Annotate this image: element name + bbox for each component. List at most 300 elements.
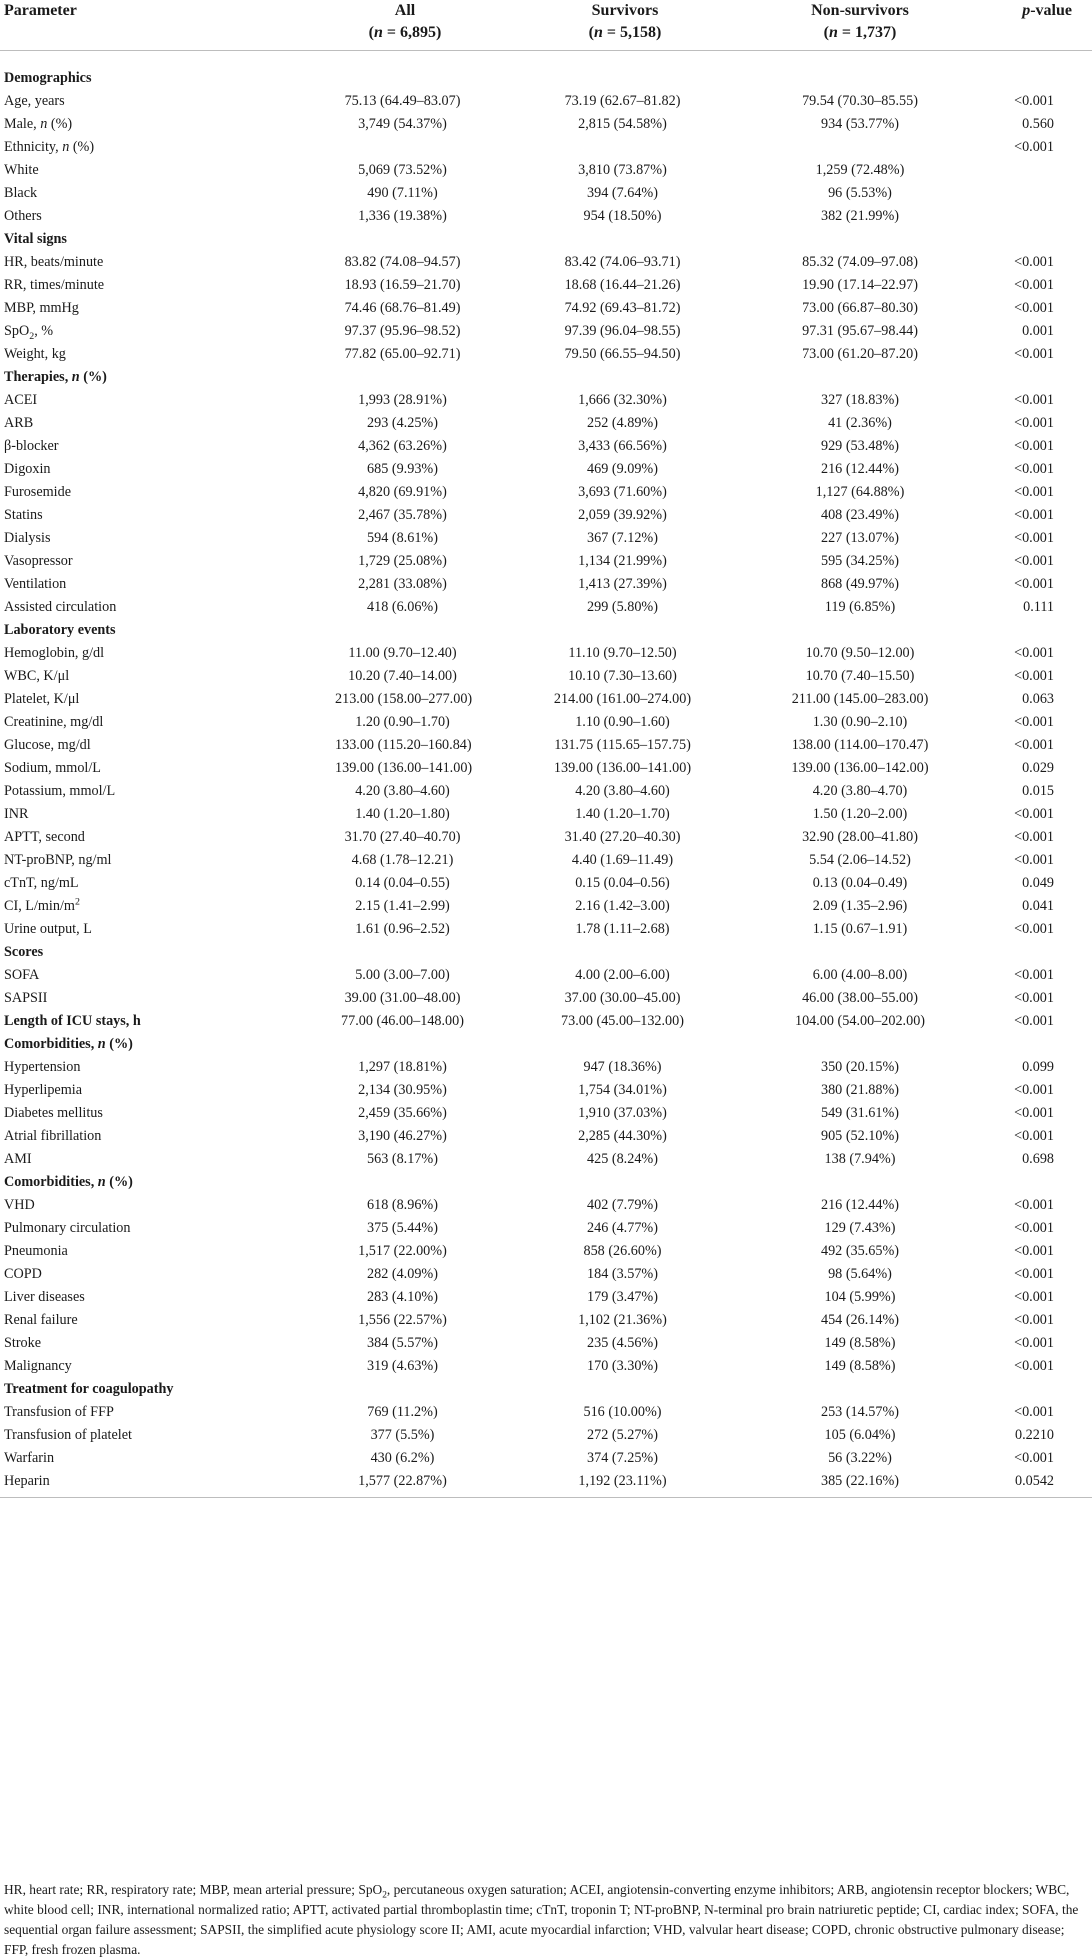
row-pvalue: <0.001 bbox=[1014, 921, 1054, 937]
row-nonsurvivors-value: 5.54 (2.06–14.52) bbox=[809, 852, 911, 868]
row-pvalue: <0.001 bbox=[1014, 1312, 1054, 1328]
table-row bbox=[0, 458, 1092, 481]
table-body bbox=[0, 51, 1092, 1498]
row-all-value: 563 (8.17%) bbox=[367, 1151, 438, 1167]
row-survivors-value: 2,815 (54.58%) bbox=[578, 116, 667, 132]
row-parameter: Potassium, mmol/L bbox=[4, 783, 116, 799]
row-pvalue bbox=[950, 51, 1092, 91]
table-row bbox=[0, 159, 1092, 182]
row-pvalue: <0.001 bbox=[1014, 967, 1054, 983]
table-row bbox=[0, 1401, 1092, 1424]
row-parameter: Treatment for coagulopathy bbox=[4, 1381, 174, 1397]
row-nonsurvivors-value: 934 (53.77%) bbox=[820, 116, 900, 132]
row-all-value bbox=[295, 228, 470, 251]
row-survivors-value: 131.75 (115.65–157.75) bbox=[554, 737, 691, 753]
row-pvalue: <0.001 bbox=[1014, 139, 1054, 155]
row-pvalue: <0.001 bbox=[1014, 1128, 1054, 1144]
row-pvalue: <0.001 bbox=[1014, 668, 1054, 684]
row-parameter: VHD bbox=[4, 1197, 35, 1213]
row-survivors-value: 4.20 (3.80–4.60) bbox=[575, 783, 670, 799]
header-survivors-label: Survivors bbox=[591, 2, 659, 19]
row-nonsurvivors-value: 929 (53.48%) bbox=[820, 438, 900, 454]
table-row bbox=[0, 780, 1092, 803]
table-row bbox=[0, 803, 1092, 826]
row-all-value: 77.00 (46.00–148.00) bbox=[341, 1013, 464, 1029]
row-all-value: 1,297 (18.81%) bbox=[358, 1059, 447, 1075]
row-parameter: Black bbox=[4, 185, 38, 201]
header-all-n: (n = 6,895) bbox=[368, 24, 442, 41]
row-nonsurvivors-value: 138.00 (114.00–170.47) bbox=[791, 737, 929, 753]
row-survivors-value: 299 (5.80%) bbox=[587, 599, 658, 615]
row-nonsurvivors-value: 79.54 (70.30–85.55) bbox=[802, 93, 918, 109]
row-parameter: SOFA bbox=[4, 967, 40, 983]
row-nonsurvivors-value: 211.00 (145.00–283.00) bbox=[791, 691, 929, 707]
row-parameter: Diabetes mellitus bbox=[4, 1105, 103, 1121]
row-all-value: 97.37 (95.96–98.52) bbox=[344, 323, 461, 339]
header-nonsurvivors-label: Non-survivors bbox=[811, 2, 909, 19]
row-parameter: Urine output, L bbox=[4, 921, 92, 937]
table-row bbox=[0, 734, 1092, 757]
section-row bbox=[0, 1378, 1092, 1401]
table-row bbox=[0, 1125, 1092, 1148]
row-nonsurvivors-value: 104 (5.99%) bbox=[824, 1289, 896, 1305]
table-header bbox=[0, 0, 1092, 51]
row-pvalue: 0.001 bbox=[1022, 323, 1054, 339]
row-nonsurvivors-value: 492 (35.65%) bbox=[820, 1243, 900, 1259]
row-pvalue: <0.001 bbox=[1014, 461, 1054, 477]
row-nonsurvivors-value: 129 (7.43%) bbox=[824, 1220, 896, 1236]
table-row bbox=[0, 964, 1092, 987]
row-parameter: MBP, mmHg bbox=[4, 300, 79, 316]
row-all-value: 384 (5.57%) bbox=[367, 1335, 438, 1351]
row-survivors-value: 858 (26.60%) bbox=[583, 1243, 662, 1259]
row-parameter: ARB bbox=[4, 415, 34, 431]
row-parameter: INR bbox=[4, 806, 29, 822]
row-parameter: β-blocker bbox=[4, 438, 59, 454]
row-pvalue: 0.560 bbox=[1022, 116, 1054, 132]
row-parameter: Pneumonia bbox=[4, 1243, 68, 1259]
row-nonsurvivors-value bbox=[710, 1171, 950, 1194]
row-nonsurvivors-value: 385 (22.16%) bbox=[710, 1470, 950, 1498]
row-nonsurvivors-value bbox=[710, 941, 950, 964]
row-parameter: Hemoglobin, g/dl bbox=[4, 645, 105, 661]
row-all-value: 18.93 (16.59–21.70) bbox=[344, 277, 461, 293]
row-survivors-value: 516 (10.00%) bbox=[583, 1404, 662, 1420]
row-survivors-value: 139.00 (136.00–141.00) bbox=[553, 760, 692, 776]
row-survivors-value: 3,433 (66.56%) bbox=[578, 438, 667, 454]
row-parameter: Scores bbox=[4, 944, 44, 960]
row-parameter: Others bbox=[4, 208, 42, 224]
row-survivors-value: 469 (9.09%) bbox=[587, 461, 658, 477]
row-pvalue: <0.001 bbox=[1014, 1197, 1054, 1213]
row-survivors-value: 3,810 (73.87%) bbox=[578, 162, 667, 178]
row-all-value bbox=[295, 1171, 470, 1194]
row-all-value: 10.20 (7.40–14.00) bbox=[348, 668, 457, 684]
row-nonsurvivors-value: 41 (2.36%) bbox=[828, 415, 892, 431]
table-row bbox=[0, 343, 1092, 366]
row-nonsurvivors-value bbox=[710, 366, 950, 389]
row-parameter: Warfarin bbox=[4, 1450, 55, 1466]
row-parameter: Vasopressor bbox=[4, 553, 73, 569]
row-survivors-value: 73.00 (45.00–132.00) bbox=[561, 1013, 684, 1029]
row-all-value: 490 (7.11%) bbox=[367, 185, 438, 201]
row-nonsurvivors-value bbox=[710, 1033, 950, 1056]
row-all-value: 2.15 (1.41–2.99) bbox=[355, 898, 450, 914]
header-survivors bbox=[470, 0, 710, 51]
row-survivors-value bbox=[470, 136, 710, 159]
row-all-value: 1,517 (22.00%) bbox=[358, 1243, 447, 1259]
row-pvalue: <0.001 bbox=[1014, 438, 1054, 454]
row-all-value: 4,362 (63.26%) bbox=[358, 438, 447, 454]
section-row bbox=[0, 941, 1092, 964]
row-all-value: 2,134 (30.95%) bbox=[358, 1082, 447, 1098]
row-survivors-value: 18.68 (16.44–21.26) bbox=[564, 277, 681, 293]
row-pvalue: 0.029 bbox=[1022, 760, 1054, 776]
row-nonsurvivors-value: 149 (8.58%) bbox=[824, 1335, 896, 1351]
table-row bbox=[0, 389, 1092, 412]
table-row bbox=[0, 136, 1092, 159]
row-parameter: Malignancy bbox=[4, 1358, 72, 1374]
row-pvalue bbox=[950, 205, 1092, 228]
row-survivors-value: 2,285 (44.30%) bbox=[578, 1128, 667, 1144]
row-nonsurvivors-value: 139.00 (136.00–142.00) bbox=[791, 760, 929, 776]
row-pvalue bbox=[950, 1378, 1092, 1401]
row-parameter: Atrial fibrillation bbox=[4, 1128, 102, 1144]
table-row bbox=[0, 1263, 1092, 1286]
row-all-value: 4.20 (3.80–4.60) bbox=[355, 783, 450, 799]
row-parameter: Demographics bbox=[4, 70, 92, 86]
row-survivors-value: 1,754 (34.01%) bbox=[578, 1082, 667, 1098]
row-all-value: 1,729 (25.08%) bbox=[358, 553, 447, 569]
section-row bbox=[0, 51, 1092, 91]
row-pvalue: <0.001 bbox=[1014, 300, 1054, 316]
row-pvalue: <0.001 bbox=[1014, 1105, 1054, 1121]
row-parameter: APTT, second bbox=[4, 829, 85, 845]
row-all-value: 5.00 (3.00–7.00) bbox=[355, 967, 450, 983]
row-survivors-value: 31.40 (27.20–40.30) bbox=[564, 829, 681, 845]
row-survivors-value: 214.00 (161.00–274.00) bbox=[553, 691, 692, 707]
row-nonsurvivors-value bbox=[710, 619, 950, 642]
row-all-value: 769 (11.2%) bbox=[367, 1404, 438, 1420]
table-row bbox=[0, 1079, 1092, 1102]
row-all-value bbox=[295, 136, 470, 159]
table-row bbox=[0, 1286, 1092, 1309]
table-row bbox=[0, 872, 1092, 895]
row-pvalue: <0.001 bbox=[1014, 806, 1054, 822]
row-nonsurvivors-value: 327 (18.83%) bbox=[820, 392, 900, 408]
row-parameter: Stroke bbox=[4, 1335, 42, 1351]
row-survivors-value: 1.78 (1.11–2.68) bbox=[575, 921, 670, 937]
row-all-value: 319 (4.63%) bbox=[367, 1358, 438, 1374]
row-pvalue: <0.001 bbox=[1014, 576, 1054, 592]
row-all-value: 39.00 (31.00–48.00) bbox=[344, 990, 461, 1006]
row-nonsurvivors-value: 1.30 (0.90–2.10) bbox=[812, 714, 908, 730]
row-nonsurvivors-value: 73.00 (66.87–80.30) bbox=[802, 300, 918, 316]
row-nonsurvivors-value: 454 (26.14%) bbox=[820, 1312, 900, 1328]
row-survivors-value: 1.40 (1.20–1.70) bbox=[575, 806, 670, 822]
row-parameter: NT-proBNP, ng/ml bbox=[4, 852, 112, 868]
table-row bbox=[0, 1470, 1092, 1498]
row-survivors-value: 1.10 (0.90–1.60) bbox=[575, 714, 670, 730]
table-row bbox=[0, 1355, 1092, 1378]
row-nonsurvivors-value bbox=[710, 228, 950, 251]
row-nonsurvivors-value: 105 (6.04%) bbox=[824, 1427, 896, 1443]
row-all-value: 139.00 (136.00–141.00) bbox=[335, 760, 473, 776]
row-nonsurvivors-value: 10.70 (9.50–12.00) bbox=[805, 645, 915, 661]
row-survivors-value bbox=[470, 228, 710, 251]
header-pvalue: p-value bbox=[950, 0, 1092, 51]
row-parameter: cTnT, ng/mL bbox=[4, 875, 79, 891]
row-all-value: 3,190 (46.27%) bbox=[358, 1128, 447, 1144]
table-row bbox=[0, 849, 1092, 872]
row-all-value: 213.00 (158.00–277.00) bbox=[335, 691, 473, 707]
row-survivors-value: 1,102 (21.36%) bbox=[578, 1312, 667, 1328]
row-survivors-value: 79.50 (66.55–94.50) bbox=[564, 346, 681, 362]
row-pvalue bbox=[950, 182, 1092, 205]
row-parameter: Heparin bbox=[0, 1470, 295, 1498]
row-all-value: 3,749 (54.37%) bbox=[358, 116, 447, 132]
table-row bbox=[0, 320, 1092, 343]
row-all-value: 293 (4.25%) bbox=[367, 415, 438, 431]
row-pvalue: <0.001 bbox=[1014, 1243, 1054, 1259]
row-survivors-value: 947 (18.36%) bbox=[583, 1059, 662, 1075]
row-survivors-value: 1,134 (21.99%) bbox=[578, 553, 667, 569]
row-parameter: HR, beats/minute bbox=[4, 254, 104, 270]
row-parameter: Ethnicity, n (%) bbox=[4, 139, 95, 155]
row-all-value: 685 (9.93%) bbox=[367, 461, 438, 477]
header-nonsurvivors-n: (n = 1,737) bbox=[823, 24, 897, 41]
row-all-value: 74.46 (68.76–81.49) bbox=[344, 300, 461, 316]
row-pvalue: 0.063 bbox=[1022, 691, 1054, 707]
table-row bbox=[0, 711, 1092, 734]
table-row bbox=[0, 435, 1092, 458]
row-pvalue: <0.001 bbox=[1014, 829, 1054, 845]
row-pvalue: <0.001 bbox=[1014, 1013, 1054, 1029]
row-all-value: 11.00 (9.70–12.40) bbox=[348, 645, 457, 661]
row-parameter: WBC, K/μl bbox=[4, 668, 70, 684]
table-row bbox=[0, 205, 1092, 228]
row-pvalue bbox=[950, 1171, 1092, 1194]
row-pvalue: 0.049 bbox=[1022, 875, 1054, 891]
row-all-value: 5,069 (73.52%) bbox=[358, 162, 447, 178]
row-nonsurvivors-value: 149 (8.58%) bbox=[824, 1358, 896, 1374]
table-row bbox=[0, 182, 1092, 205]
table-row bbox=[0, 297, 1092, 320]
row-nonsurvivors-value: 382 (21.99%) bbox=[820, 208, 900, 224]
row-nonsurvivors-value: 96 (5.53%) bbox=[828, 185, 892, 201]
row-all-value: 430 (6.2%) bbox=[370, 1450, 435, 1466]
row-survivors-value: 235 (4.56%) bbox=[587, 1335, 658, 1351]
row-all-value: 75.13 (64.49–83.07) bbox=[344, 93, 461, 109]
row-parameter: RR, times/minute bbox=[4, 277, 105, 293]
row-nonsurvivors-value bbox=[710, 136, 950, 159]
row-survivors-value: 1,413 (27.39%) bbox=[578, 576, 667, 592]
row-survivors-value: 83.42 (74.06–93.71) bbox=[564, 254, 681, 270]
row-survivors-value: 11.10 (9.70–12.50) bbox=[568, 645, 677, 661]
row-all-value: 2,467 (35.78%) bbox=[358, 507, 447, 523]
row-all-value bbox=[295, 366, 470, 389]
row-nonsurvivors-value bbox=[710, 51, 950, 91]
row-survivors-value: 184 (3.57%) bbox=[587, 1266, 658, 1282]
row-pvalue: 0.2210 bbox=[1014, 1427, 1054, 1443]
table-row bbox=[0, 1102, 1092, 1125]
row-parameter: Hyperlipemia bbox=[4, 1082, 83, 1098]
row-survivors-value bbox=[470, 366, 710, 389]
row-all-value: 1.61 (0.96–2.52) bbox=[355, 921, 450, 937]
row-pvalue: 0.698 bbox=[1022, 1151, 1054, 1167]
row-all-value bbox=[295, 941, 470, 964]
row-pvalue: 0.0542 bbox=[950, 1470, 1092, 1498]
header-nonsurvivors bbox=[710, 0, 950, 51]
row-parameter: Length of ICU stays, h bbox=[4, 1013, 141, 1029]
row-survivors-value: 252 (4.89%) bbox=[587, 415, 658, 431]
table-row bbox=[0, 1447, 1092, 1470]
row-pvalue: <0.001 bbox=[1014, 415, 1054, 431]
row-survivors-value: 1,666 (32.30%) bbox=[578, 392, 667, 408]
row-parameter: Transfusion of platelet bbox=[4, 1427, 132, 1443]
row-parameter: Hypertension bbox=[4, 1059, 81, 1075]
row-all-value: 418 (6.06%) bbox=[367, 599, 438, 615]
row-nonsurvivors-value: 32.90 (28.00–41.80) bbox=[802, 829, 918, 845]
row-survivors-value: 272 (5.27%) bbox=[587, 1427, 658, 1443]
row-pvalue: <0.001 bbox=[1014, 1335, 1054, 1351]
row-pvalue bbox=[950, 228, 1092, 251]
row-all-value: 1,556 (22.57%) bbox=[358, 1312, 447, 1328]
row-nonsurvivors-value: 350 (20.15%) bbox=[820, 1059, 900, 1075]
row-parameter: Assisted circulation bbox=[4, 599, 117, 615]
row-all-value: 2,281 (33.08%) bbox=[358, 576, 447, 592]
row-nonsurvivors-value: 380 (21.88%) bbox=[820, 1082, 900, 1098]
row-survivors-value bbox=[470, 1171, 710, 1194]
table-row bbox=[0, 1194, 1092, 1217]
table-row bbox=[0, 688, 1092, 711]
section-row bbox=[0, 619, 1092, 642]
row-all-value bbox=[295, 51, 470, 91]
header-all bbox=[295, 0, 470, 51]
row-all-value bbox=[295, 619, 470, 642]
row-parameter: Comorbidities, n (%) bbox=[4, 1036, 133, 1052]
row-parameter: White bbox=[4, 162, 39, 178]
table-row bbox=[0, 757, 1092, 780]
row-survivors-value bbox=[470, 51, 710, 91]
row-pvalue: <0.001 bbox=[1014, 392, 1054, 408]
row-parameter: Therapies, n (%) bbox=[4, 369, 107, 385]
row-all-value: 4.68 (1.78–12.21) bbox=[351, 852, 454, 868]
row-parameter: Sodium, mmol/L bbox=[4, 760, 101, 776]
row-pvalue: <0.001 bbox=[1014, 1450, 1054, 1466]
header-parameter: Parameter bbox=[0, 0, 295, 51]
header-all-label: All bbox=[394, 2, 416, 19]
row-nonsurvivors-value: 73.00 (61.20–87.20) bbox=[802, 346, 918, 362]
table-row bbox=[0, 1309, 1092, 1332]
row-nonsurvivors-value: 1,127 (64.88%) bbox=[815, 484, 905, 500]
row-survivors-value bbox=[470, 619, 710, 642]
row-parameter: Creatinine, mg/dl bbox=[4, 714, 104, 730]
table-row bbox=[0, 665, 1092, 688]
row-all-value: 375 (5.44%) bbox=[367, 1220, 438, 1236]
row-survivors-value: 374 (7.25%) bbox=[587, 1450, 658, 1466]
row-parameter: Furosemide bbox=[4, 484, 71, 500]
row-nonsurvivors-value: 253 (14.57%) bbox=[820, 1404, 900, 1420]
row-nonsurvivors-value: 85.32 (74.09–97.08) bbox=[802, 254, 918, 270]
row-all-value: 77.82 (65.00–92.71) bbox=[344, 346, 461, 362]
row-pvalue: <0.001 bbox=[1014, 990, 1054, 1006]
row-pvalue bbox=[950, 1033, 1092, 1056]
row-parameter: Statins bbox=[4, 507, 43, 523]
row-all-value: 377 (5.5%) bbox=[370, 1427, 435, 1443]
row-pvalue: <0.001 bbox=[1014, 1404, 1054, 1420]
table-row bbox=[0, 1424, 1092, 1447]
row-survivors-value: 10.10 (7.30–13.60) bbox=[568, 668, 677, 684]
row-nonsurvivors-value: 97.31 (95.67–98.44) bbox=[802, 323, 918, 339]
row-all-value: 0.14 (0.04–0.55) bbox=[355, 875, 450, 891]
section-row bbox=[0, 228, 1092, 251]
row-all-value bbox=[295, 1033, 470, 1056]
row-parameter: Renal failure bbox=[4, 1312, 78, 1328]
row-nonsurvivors-value: 227 (13.07%) bbox=[820, 530, 900, 546]
row-nonsurvivors-value: 4.20 (3.80–4.70) bbox=[812, 783, 908, 799]
table-row bbox=[0, 527, 1092, 550]
row-parameter: AMI bbox=[4, 1151, 32, 1167]
row-nonsurvivors-value: 549 (31.61%) bbox=[820, 1105, 900, 1121]
row-pvalue: <0.001 bbox=[1014, 507, 1054, 523]
row-pvalue: <0.001 bbox=[1014, 737, 1054, 753]
row-parameter: Platelet, K/μl bbox=[4, 691, 80, 707]
row-nonsurvivors-value: 1.50 (1.20–2.00) bbox=[812, 806, 908, 822]
row-pvalue: 0.041 bbox=[1022, 898, 1054, 914]
row-nonsurvivors-value: 56 (3.22%) bbox=[828, 1450, 892, 1466]
row-survivors-value bbox=[470, 1378, 710, 1401]
table-row bbox=[0, 90, 1092, 113]
row-survivors-value: 1,192 (23.11%) bbox=[470, 1470, 710, 1498]
row-nonsurvivors-value: 868 (49.97%) bbox=[820, 576, 900, 592]
row-parameter: Ventilation bbox=[4, 576, 67, 592]
table-row bbox=[0, 895, 1092, 918]
row-survivors-value bbox=[470, 1033, 710, 1056]
row-parameter: Dialysis bbox=[4, 530, 51, 546]
row-parameter: Age, years bbox=[4, 93, 65, 109]
row-pvalue: <0.001 bbox=[1014, 852, 1054, 868]
row-parameter: Glucose, mg/dl bbox=[4, 737, 91, 753]
section-row bbox=[0, 1010, 1092, 1033]
row-survivors-value: 73.19 (62.67–81.82) bbox=[564, 93, 681, 109]
row-nonsurvivors-value: 0.13 (0.04–0.49) bbox=[812, 875, 908, 891]
row-all-value: 1,993 (28.91%) bbox=[358, 392, 447, 408]
row-all-value: 1,336 (19.38%) bbox=[358, 208, 447, 224]
row-pvalue: <0.001 bbox=[1014, 254, 1054, 270]
row-survivors-value: 37.00 (30.00–45.00) bbox=[564, 990, 681, 1006]
row-nonsurvivors-value: 2.09 (1.35–2.96) bbox=[812, 898, 908, 914]
table-row bbox=[0, 1056, 1092, 1079]
row-parameter: Digoxin bbox=[4, 461, 51, 477]
row-all-value: 618 (8.96%) bbox=[367, 1197, 438, 1213]
row-pvalue bbox=[950, 941, 1092, 964]
row-nonsurvivors-value: 905 (52.10%) bbox=[820, 1128, 900, 1144]
row-nonsurvivors-value: 46.00 (38.00–55.00) bbox=[802, 990, 918, 1006]
row-nonsurvivors-value bbox=[710, 1378, 950, 1401]
table-row bbox=[0, 573, 1092, 596]
row-nonsurvivors-value: 119 (6.85%) bbox=[824, 599, 896, 615]
row-pvalue bbox=[950, 619, 1092, 642]
row-survivors-value: 4.40 (1.69–11.49) bbox=[571, 852, 674, 868]
row-survivors-value: 1,910 (37.03%) bbox=[578, 1105, 667, 1121]
section-row bbox=[0, 366, 1092, 389]
row-all-value: 2,459 (35.66%) bbox=[358, 1105, 447, 1121]
row-pvalue: <0.001 bbox=[1014, 1289, 1054, 1305]
table-row bbox=[0, 481, 1092, 504]
table-row bbox=[0, 1148, 1092, 1171]
row-pvalue: <0.001 bbox=[1014, 277, 1054, 293]
